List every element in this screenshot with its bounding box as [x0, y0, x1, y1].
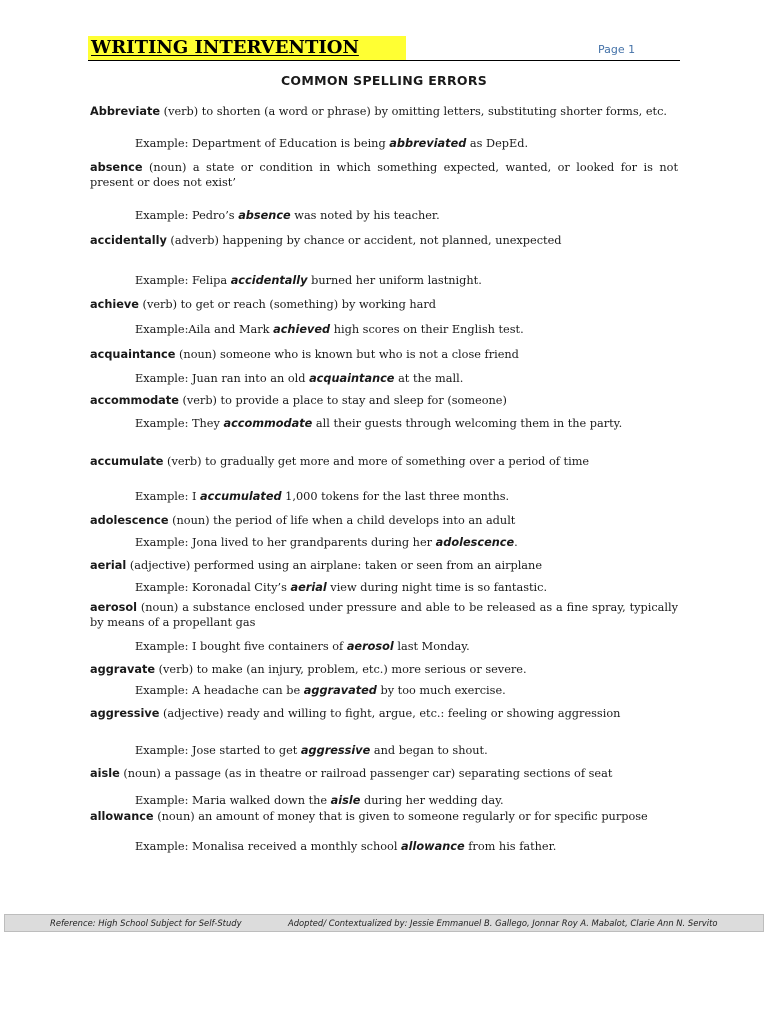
example-suffix: high scores on their English test. — [330, 323, 524, 336]
entry-term: allowance — [90, 810, 154, 823]
entry-definition-text: (adverb) happening by chance or accident, not planned, unexpected — [170, 234, 562, 247]
example-suffix: by too much exercise. — [376, 684, 506, 697]
entry-definition — [90, 297, 678, 312]
example-prefix: Example: Jona lived to her grandparents during her — [135, 536, 436, 549]
entry-definition — [90, 393, 678, 408]
example-suffix: . — [514, 536, 518, 549]
example-keyword: acquaintance — [309, 372, 395, 385]
entry-term: aisle — [90, 767, 120, 780]
entry-definition-text: (adjective) ready and willing to fight, argue, etc.: feeling or showing aggression — [162, 707, 621, 720]
entry-definition — [90, 513, 678, 528]
example-suffix: all their guests through welcoming them in the party. — [312, 417, 623, 430]
example-suffix: during her wedding day. — [360, 794, 504, 807]
entry-term: accommodate — [90, 394, 179, 407]
entry-example — [90, 489, 678, 504]
example-suffix: was noted by his teacher. — [290, 209, 440, 222]
entry-definition — [90, 706, 678, 721]
entry-definition — [90, 662, 678, 677]
entry-term: aerosol — [90, 601, 137, 614]
page-header — [0, 0, 768, 64]
example-prefix: Example: Koronadal City’s — [135, 581, 291, 594]
entry-definition-text: (noun) someone who is known but who is not a close friend — [179, 348, 519, 361]
entry-term: accidentally — [90, 234, 167, 247]
entry-term: Abbreviate — [90, 105, 161, 118]
example-prefix: Example: They — [135, 417, 224, 430]
example-prefix: Example: Maria walked down the — [135, 794, 331, 807]
entry-example — [90, 793, 678, 808]
entry-definition — [90, 558, 678, 573]
entry-term: achieve — [90, 298, 139, 311]
entry-definition — [90, 104, 678, 119]
footer-bar — [4, 914, 764, 932]
entry-example — [90, 416, 678, 431]
example-keyword: accommodate — [223, 417, 313, 430]
example-suffix: last Monday. — [393, 640, 470, 653]
example-keyword: aggressive — [300, 744, 371, 757]
example-suffix: and began to shout. — [370, 744, 488, 757]
entry-example — [90, 136, 678, 151]
example-suffix: 1,000 tokens for the last three months. — [281, 490, 510, 503]
example-keyword: aerosol — [346, 640, 394, 653]
example-suffix: at the mall. — [394, 372, 464, 385]
example-prefix: Example: I bought five containers of — [135, 640, 347, 653]
entry-definition — [90, 347, 678, 362]
entry-term: aggressive — [90, 707, 160, 720]
entry-example — [90, 639, 678, 654]
example-keyword: accidentally — [230, 274, 308, 287]
entry-example — [90, 322, 678, 337]
example-prefix: Example: Department of Education is being — [135, 137, 390, 150]
example-keyword: aerial — [290, 581, 327, 594]
example-prefix: Example: Monalisa received a monthly school — [135, 840, 402, 853]
entry-definition-text: (noun) a substance enclosed under pressure and able to be released as a fine spray, typically by means of a propellant gas — [90, 601, 679, 629]
entry-example — [90, 535, 678, 550]
example-prefix: Example: Pedro’s — [135, 209, 239, 222]
example-keyword: achieved — [273, 323, 331, 336]
entry-definition — [90, 766, 678, 781]
example-suffix: burned her uniform lastnight. — [307, 274, 482, 287]
example-prefix: Example: I — [135, 490, 201, 503]
example-prefix: Example: A headache can be — [135, 684, 304, 697]
entry-definition — [90, 809, 678, 824]
entry-term: adolescence — [90, 514, 169, 527]
entry-term: absence — [90, 161, 143, 174]
entry-definition-text: (verb) to provide a place to stay and sleep for (someone) — [182, 394, 507, 407]
section-title: COMMON SPELLING ERRORS — [280, 73, 488, 88]
entry-term: accumulate — [90, 455, 164, 468]
entry-definition — [90, 600, 678, 630]
example-keyword: abbreviated — [389, 137, 467, 150]
footer-reference: Reference: High School Subject for Self-Study — [50, 918, 242, 928]
entry-example — [90, 371, 678, 386]
entry-example — [90, 743, 678, 758]
entry-definition — [90, 160, 678, 190]
header-rule — [88, 60, 680, 61]
entry-definition-text: (verb) to shorten (a word or phrase) by omitting letters, substituting shorter forms, etc. — [163, 105, 668, 118]
entry-definition — [90, 233, 678, 248]
example-keyword: aisle — [330, 794, 361, 807]
entry-term: acquaintance — [90, 348, 176, 361]
example-suffix: from his father. — [464, 840, 557, 853]
example-suffix: as DepEd. — [466, 137, 529, 150]
entry-example — [90, 683, 678, 698]
example-keyword: allowance — [401, 840, 465, 853]
entry-definition-text: (noun) the period of life when a child develops into an adult — [172, 514, 516, 527]
document-title: WRITING INTERVENTION — [88, 36, 406, 60]
example-prefix: Example: Juan ran into an old — [135, 372, 310, 385]
entry-definition-text: (noun) an amount of money that is given to someone regularly or for specific purpose — [157, 810, 648, 823]
entry-definition-text: (adjective) performed using an airplane: taken or seen from an airplane — [129, 559, 543, 572]
example-keyword: aggravated — [303, 684, 377, 697]
entry-example — [90, 580, 678, 595]
page-number: Page 1 — [598, 43, 636, 56]
entry-definition-text: (noun) a passage (as in theatre or railroad passenger car) separating sections of seat — [123, 767, 613, 780]
entry-example — [90, 208, 678, 223]
entry-term: aerial — [90, 559, 127, 572]
entry-example — [90, 839, 678, 854]
example-prefix: Example: Felipa — [135, 274, 231, 287]
entry-definition-text: (verb) to make (an injury, problem, etc.) more serious or severe. — [158, 663, 527, 676]
entry-definition-text: (noun) a state or condition in which something expected, wanted, or looked for is not present or does not exist’ — [90, 161, 679, 189]
example-keyword: adolescence — [435, 536, 515, 549]
example-prefix: Example: Jose started to get — [135, 744, 301, 757]
entry-definition-text: (verb) to gradually get more and more of something over a period of time — [167, 455, 590, 468]
entry-definition-text: (verb) to get or reach (something) by working hard — [142, 298, 437, 311]
entry-example — [90, 273, 678, 288]
example-keyword: absence — [238, 209, 291, 222]
entry-definition — [90, 454, 678, 469]
entry-term: aggravate — [90, 663, 156, 676]
example-prefix: Example:Aila and Mark — [135, 323, 274, 336]
footer-adopted-by: Adopted/ Contextualized by: Jessie Emmanuel B. Gallego, Jonnar Roy A. Mabalot, Clarie Ann N. Servito — [288, 918, 718, 928]
example-suffix: view during night time is so fantastic. — [326, 581, 548, 594]
example-keyword: accumulated — [200, 490, 282, 503]
